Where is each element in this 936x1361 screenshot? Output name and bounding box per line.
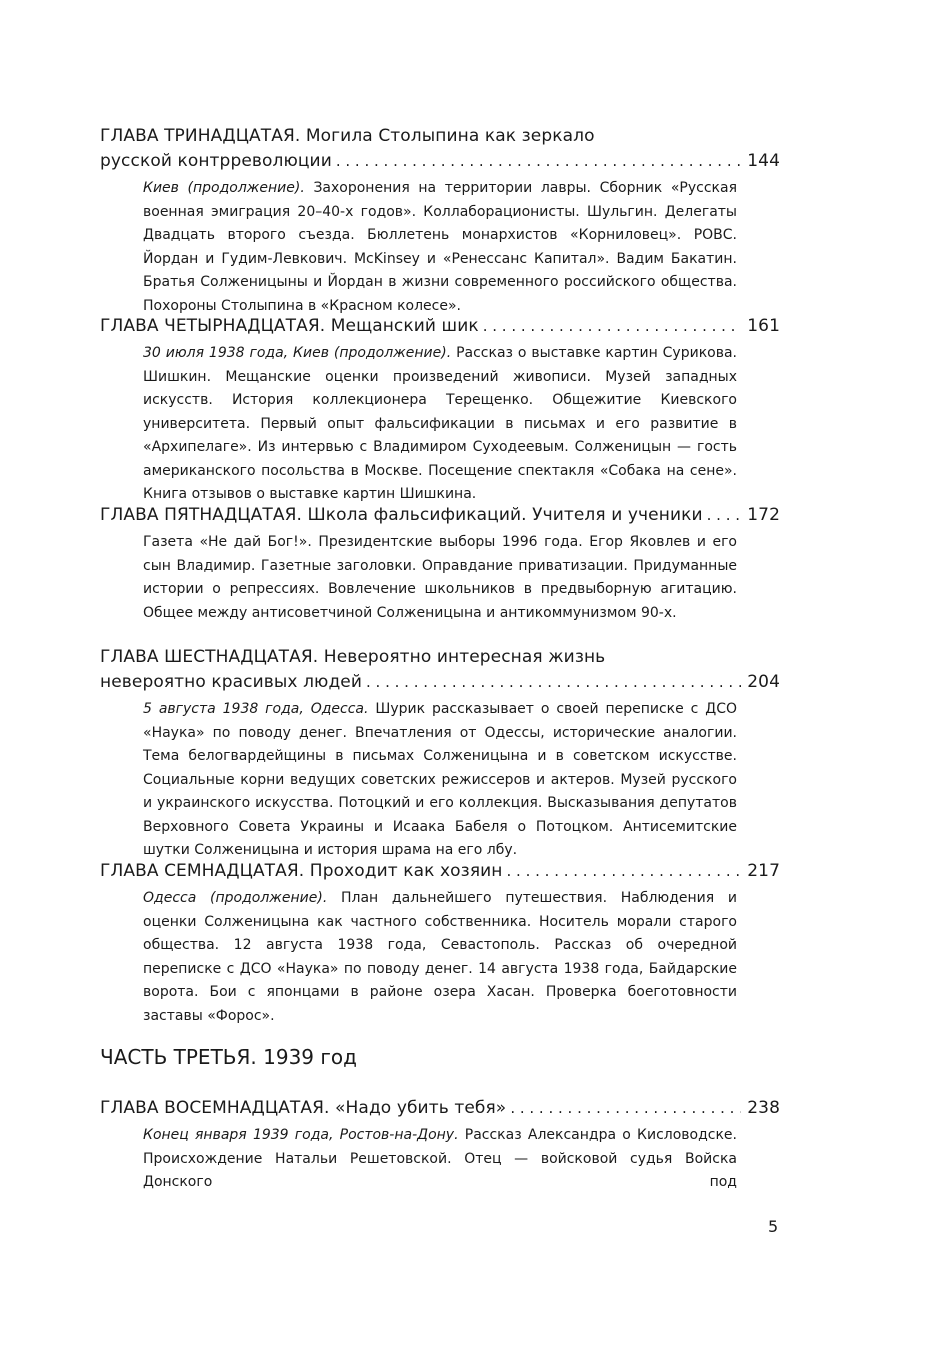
page-number: 238	[747, 1098, 780, 1118]
chapter-summary	[143, 887, 737, 1028]
chapter-title-line2: русской контрреволюции	[100, 151, 332, 171]
summary-text: Захоронения на территории лавры. Сборник «Русская военная эмиграция 20–40-х годов». Коллаборационисты. Шульгин. Делегаты Двадцать второго съезда. Бюллетень монархистов «Корниловец». РОВС. Йордан и Гудим-Левкович. McKinsey и «Ренессанс Капитал». Вадим Бакатин. Братья Солженицыны и Йордан в жизни современного российского общества. Похороны Столыпина в «Красном колесе».	[143, 180, 737, 314]
summary-lead: 30 июля 1938 года, Киев (продолжение).	[143, 345, 452, 361]
leader-dots	[336, 149, 741, 174]
toc-entry	[100, 859, 780, 1028]
summary-text: План дальнейшего путешествия. Наблюдения и оценки Солженицына как частного собственника. Носитель морали старого общества. 12 августа 1938 года, Севастополь. Рассказ об очередной переписке с ДСО «Наука» по поводу денег. 14 августа 1938 года, Байдарские ворота. Бои с японцами в районе озера Хасан. Проверка боеготовности заставы «Форос».	[143, 890, 738, 1024]
chapter-title-line2: невероятно красивых людей	[100, 672, 363, 692]
chapter-heading	[100, 503, 780, 528]
page-number: 204	[747, 672, 780, 692]
chapter-title: ГЛАВА СЕМНАДЦАТАЯ. Проходит как хозяин	[100, 861, 503, 881]
summary-lead: 5 августа 1938 года, Одесса.	[143, 701, 369, 717]
chapter-heading	[100, 1096, 780, 1121]
leader-dots	[707, 503, 742, 528]
leader-dots	[507, 859, 742, 884]
chapter-heading	[100, 645, 780, 695]
chapter-summary	[143, 531, 737, 625]
summary-text: Рассказ о выставке картин Сурикова. Шишкин. Мещанские оценки произведений живописи. Музей западных искусств. История коллекционера Терещенко. Общежитие Киевского университета. Первый опыт фальсификации в письмах и его развитие в «Архипелаге». Из интервью с Владимиром Суходеевым. Солженицын — гость американского посольства в Москве. Посещение спектакля «Собака на сене». Книга отзывов о выставке картин Шишкина.	[143, 345, 738, 502]
summary-text: Рассказ Александра о Кисловодске. Происхождение Натальи Решетовской. Отец — войсковой судья Войска Донского под	[143, 1127, 737, 1190]
page-number: 217	[747, 861, 780, 881]
page-number: 144	[747, 151, 780, 171]
chapter-title-line1: ГЛАВА ШЕСТНАДЦАТАЯ. Невероятно интересная жизнь	[100, 647, 606, 667]
chapter-summary	[143, 1124, 737, 1195]
chapter-title: ГЛАВА ПЯТНАДЦАТАЯ. Школа фальсификаций. Учителя и ученики	[100, 505, 703, 525]
summary-lead: Одесса (продолжение).	[143, 890, 328, 906]
toc-entry	[100, 645, 780, 863]
chapter-title: ГЛАВА ЧЕТЫРНАДЦАТАЯ. Мещанский шик	[100, 316, 479, 336]
chapter-heading	[100, 859, 780, 884]
leader-dots	[510, 1096, 741, 1121]
toc-entry	[100, 124, 780, 318]
leader-dots	[483, 314, 742, 339]
chapter-summary	[143, 342, 737, 507]
part-title: ЧАСТЬ ТРЕТЬЯ. 1939 год	[100, 1045, 357, 1069]
page-number: 172	[747, 505, 780, 525]
page-folio: 5	[768, 1217, 779, 1236]
summary-lead: Конец января 1939 года, Ростов-на-Дону.	[143, 1127, 459, 1143]
page-number: 161	[747, 316, 780, 336]
summary-lead: Киев (продолжение).	[143, 180, 305, 196]
chapter-title-line1: ГЛАВА ТРИНАДЦАТАЯ. Могила Столыпина как зеркало	[100, 126, 595, 146]
summary-text: Шурик рассказывает о своей переписке с ДСО «Наука» по поводу денег. Впечатления от Одессы, исторические аналогии. Тема белогвардейщины в письмах Солженицына и в советском искусстве. Социальные корни ведущих советских режиссеров и актеров. Музей русского и украинского искусства. Потоцкий и его коллекция. Высказывания депутатов Верховного Совета Украины и Исаака Бабеля о Потоцком. Антисемитские шутки Солженицына и история шрама на его лбу.	[143, 701, 737, 858]
chapter-summary	[143, 177, 737, 318]
leader-dots	[366, 670, 741, 695]
toc-entry	[100, 503, 780, 625]
toc-entry	[100, 314, 780, 507]
chapter-summary	[143, 698, 737, 863]
summary-text: Газета «Не дай Бог!». Президентские выборы 1996 года. Егор Яковлев и его сын Владимир. Газетные заголовки. Оправдание приватизации. Придуманные истории о репрессиях. Вовлечение школьников в предвыборную агитацию. Общее между антисоветчиной Солженицына и антикоммунизмом 90-х.	[143, 534, 737, 621]
toc-entry	[100, 1096, 780, 1195]
chapter-title: ГЛАВА ВОСЕМНАДЦАТАЯ. «Надо убить тебя»	[100, 1098, 507, 1118]
chapter-heading	[100, 314, 780, 339]
chapter-heading	[100, 124, 780, 174]
